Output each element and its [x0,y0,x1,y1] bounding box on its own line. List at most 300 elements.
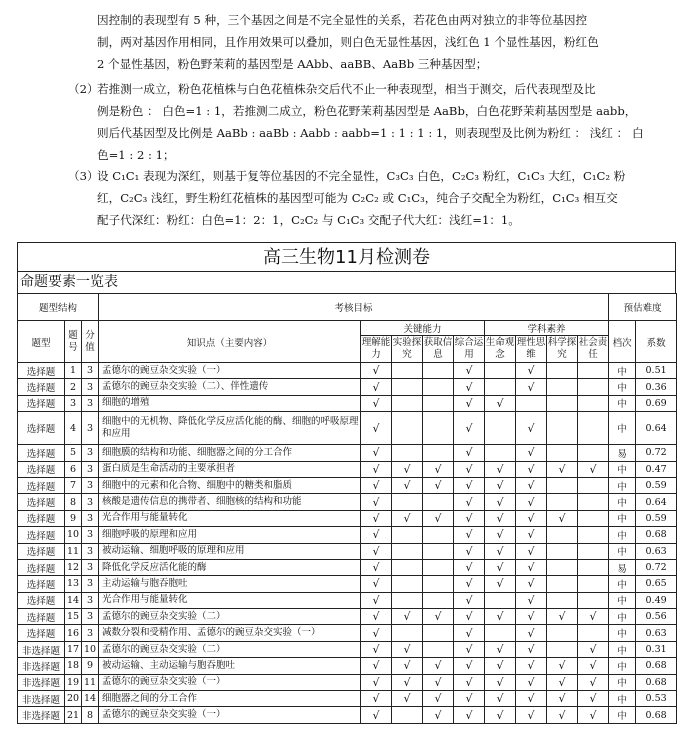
check-mark-icon: √ [589,610,597,624]
knowledge-point: 光合作用与能量转化 [99,592,361,608]
check-cell [578,592,609,608]
knowledge-point: 细胞中的元素和化合物、细胞中的糖类和脂质 [99,477,361,493]
question-number: 6 [65,461,82,477]
check-cell [485,559,516,575]
difficulty-level: 中 [609,395,636,411]
check-cell [454,363,485,379]
check-cell [423,527,454,543]
check-cell [454,674,485,690]
check-cell [361,625,392,641]
explanation-line: 设 C₁C₁ 表现为深红，则基于复等位基因的不完全显性，C₃C₃ 白色，C₂C₃ 粉红，C₁C₃ 大红，C₁C₂ 粉 [97,169,626,183]
question-number: 5 [65,445,82,461]
check-cell [361,559,392,575]
check-cell [361,691,392,707]
check-cell [392,641,423,657]
check-mark-icon: √ [589,462,597,476]
check-cell [485,494,516,510]
knowledge-point: 孟德尔的豌豆杂交实验（一） [99,674,361,690]
header-core-literacy: 学科素养 [485,321,609,336]
table-row [18,445,677,461]
check-mark-icon: √ [465,495,473,509]
check-cell [516,445,547,461]
difficulty-level: 中 [609,461,636,477]
table-row [18,494,677,510]
question-number: 1 [65,363,82,379]
difficulty-coefficient: 0.56 [636,609,677,625]
check-mark-icon: √ [434,462,442,476]
check-mark-icon: √ [527,708,535,722]
check-cell [454,543,485,559]
difficulty-level: 易 [609,445,636,461]
question-score: 3 [82,477,99,493]
check-mark-icon: √ [527,511,535,525]
question-score: 3 [82,395,99,411]
check-cell [454,691,485,707]
question-number: 14 [65,592,82,608]
check-mark-icon: √ [558,511,566,525]
explanation-line: 2 个显性基因，粉色野茉莉的基因型是 AAbb、aaBB、AaBb 三种基因型； [97,57,488,71]
check-cell [578,510,609,526]
header-ability-understanding: 理解能力 [361,336,392,363]
check-cell [392,674,423,690]
check-mark-icon: √ [465,511,473,525]
difficulty-coefficient: 0.64 [636,412,677,445]
check-mark-icon: √ [496,692,504,706]
table-row [18,658,677,674]
table-row [18,527,677,543]
question-type: 选择题 [18,559,65,575]
check-cell [361,494,392,510]
check-cell [578,576,609,592]
check-cell [547,658,578,674]
header-type: 题型 [18,321,65,363]
check-mark-icon: √ [527,446,535,460]
check-mark-icon: √ [465,675,473,689]
check-cell [423,363,454,379]
question-type: 选择题 [18,477,65,493]
check-cell [578,477,609,493]
question-type: 选择题 [18,592,65,608]
knowledge-point: 孟德尔的豌豆杂交实验（二） [99,641,361,657]
table-row [18,691,677,707]
check-mark-icon: √ [527,462,535,476]
question-type: 选择题 [18,494,65,510]
question-type: 选择题 [18,510,65,526]
check-mark-icon: √ [527,364,535,378]
question-type: 非选择题 [18,658,65,674]
difficulty-level: 中 [609,543,636,559]
difficulty-level: 中 [609,658,636,674]
question-score: 3 [82,592,99,608]
check-mark-icon: √ [465,421,473,435]
check-mark-icon: √ [527,626,535,640]
header-difficulty: 预估难度 [609,294,677,321]
knowledge-point: 被动运输、主动运输与胞吞胞吐 [99,658,361,674]
knowledge-point: 孟德尔的豌豆杂交实验（一） [99,707,361,723]
check-cell [485,395,516,411]
check-cell [516,477,547,493]
check-mark-icon: √ [527,577,535,591]
knowledge-point: 细胞器之间的分工合作 [99,691,361,707]
header-literacy-social: 社会责任 [578,336,609,363]
check-cell [516,674,547,690]
check-cell [578,412,609,445]
check-cell [361,609,392,625]
difficulty-coefficient: 0.63 [636,543,677,559]
check-cell [361,461,392,477]
knowledge-point: 被动运输、细胞呼吸的原理和应用 [99,543,361,559]
check-cell [423,641,454,657]
question-score: 3 [82,625,99,641]
check-cell [547,576,578,592]
check-cell [361,592,392,608]
check-mark-icon: √ [527,675,535,689]
check-cell [361,477,392,493]
check-cell [423,625,454,641]
check-cell [547,691,578,707]
difficulty-level: 中 [609,691,636,707]
question-number: 10 [65,527,82,543]
check-cell [578,559,609,575]
check-mark-icon: √ [465,396,473,410]
check-cell [578,658,609,674]
check-mark-icon: √ [527,380,535,394]
check-cell [485,707,516,723]
check-cell [423,510,454,526]
check-cell [454,576,485,592]
check-mark-icon: √ [372,495,380,509]
check-cell [485,379,516,395]
difficulty-level: 中 [609,412,636,445]
check-cell [392,445,423,461]
check-cell [547,674,578,690]
check-cell [392,625,423,641]
check-cell [361,674,392,690]
check-cell [423,658,454,674]
question-type: 选择题 [18,625,65,641]
check-mark-icon: √ [465,528,473,542]
explanation-line: 则后代基因型及比例是 AaBb : aaBb : Aabb : aabb=1 : 1 : 1 : 1，则表现型及比例为粉红 ： 浅红 ： 白 [97,126,644,140]
knowledge-point: 减数分裂和受精作用、孟德尔的豌豆杂交实验（一） [99,625,361,641]
check-mark-icon: √ [434,610,442,624]
check-cell [392,477,423,493]
question-score: 3 [82,363,99,379]
knowledge-point: 光合作用与能量转化 [99,510,361,526]
check-cell [485,412,516,445]
check-mark-icon: √ [372,380,380,394]
difficulty-level: 易 [609,559,636,575]
check-cell [392,592,423,608]
check-mark-icon: √ [372,479,380,493]
question-score: 9 [82,658,99,674]
check-cell [454,510,485,526]
check-cell [578,609,609,625]
check-mark-icon: √ [465,708,473,722]
check-cell [547,477,578,493]
header-structure: 题型结构 [18,294,99,321]
check-mark-icon: √ [496,495,504,509]
question-number: 2 [65,379,82,395]
check-mark-icon: √ [372,708,380,722]
check-mark-icon: √ [527,421,535,435]
check-mark-icon: √ [434,692,442,706]
question-score: 3 [82,559,99,575]
header-number: 题号 [65,321,82,363]
check-cell [547,707,578,723]
question-score: 3 [82,543,99,559]
check-cell [547,461,578,477]
check-mark-icon: √ [465,593,473,607]
check-cell [516,494,547,510]
table-row [18,461,677,477]
question-number: 3 [65,395,82,411]
check-mark-icon: √ [527,479,535,493]
check-cell [578,527,609,543]
difficulty-coefficient: 0.49 [636,592,677,608]
check-cell [578,379,609,395]
difficulty-coefficient: 0.31 [636,641,677,657]
check-cell [485,625,516,641]
check-mark-icon: √ [527,561,535,575]
check-mark-icon: √ [465,462,473,476]
question-number: 18 [65,658,82,674]
knowledge-point: 蛋白质是生命活动的主要承担者 [99,461,361,477]
knowledge-point: 孟德尔的豌豆杂交实验（二）、伴性遗传 [99,379,361,395]
check-cell [392,559,423,575]
knowledge-point: 孟德尔的豌豆杂交实验（二） [99,609,361,625]
check-mark-icon: √ [558,692,566,706]
check-mark-icon: √ [496,511,504,525]
check-cell [516,510,547,526]
check-mark-icon: √ [403,462,411,476]
check-cell [516,576,547,592]
check-mark-icon: √ [496,396,504,410]
check-cell [454,412,485,445]
explanation-line: 配子代深红：粉红：白色=1：2：1，C₂C₂ 与 C₁C₃ 交配子代大红：浅红=1：1。 [97,213,520,227]
check-mark-icon: √ [403,479,411,493]
check-cell [516,461,547,477]
check-cell [578,641,609,657]
check-cell [578,494,609,510]
check-cell [516,625,547,641]
question-score: 3 [82,445,99,461]
table-row [18,674,677,690]
check-cell [547,609,578,625]
check-cell [423,559,454,575]
difficulty-coefficient: 0.68 [636,658,677,674]
spec-table [17,293,677,724]
check-mark-icon: √ [372,643,380,657]
check-cell [454,658,485,674]
table-row [18,592,677,608]
knowledge-point: 细胞中的无机物、降低化学反应活化能的酶、细胞的呼吸原理和应用 [99,412,361,445]
check-mark-icon: √ [558,675,566,689]
check-mark-icon: √ [465,446,473,460]
check-cell [578,395,609,411]
check-mark-icon: √ [496,643,504,657]
table-row [18,477,677,493]
check-cell [516,379,547,395]
table-row [18,625,677,641]
check-cell [423,674,454,690]
question-type: 选择题 [18,445,65,461]
explanation-line: 制，两对基因作用相同，且作用效果可以叠加，则白色无显性基因，浅红色 1 个显性基因，粉红色 [97,35,599,49]
difficulty-level: 中 [609,510,636,526]
header-literacy-reason: 理性思维 [516,336,547,363]
difficulty-coefficient: 0.59 [636,477,677,493]
check-cell [578,625,609,641]
check-mark-icon: √ [403,692,411,706]
check-mark-icon: √ [496,659,504,673]
question-type: 选择题 [18,379,65,395]
difficulty-level: 中 [609,527,636,543]
difficulty-coefficient: 0.65 [636,576,677,592]
check-cell [547,445,578,461]
check-cell [361,641,392,657]
check-cell [485,641,516,657]
check-cell [454,527,485,543]
question-score: 3 [82,609,99,625]
check-mark-icon: √ [465,610,473,624]
check-cell [485,445,516,461]
check-cell [423,395,454,411]
check-cell [392,412,423,445]
check-cell [454,461,485,477]
difficulty-coefficient: 0.53 [636,691,677,707]
check-mark-icon: √ [527,659,535,673]
check-mark-icon: √ [558,610,566,624]
difficulty-level: 中 [609,592,636,608]
check-mark-icon: √ [465,643,473,657]
question-score: 11 [82,674,99,690]
header-ability-info: 获取信息 [423,336,454,363]
check-cell [516,707,547,723]
check-mark-icon: √ [527,643,535,657]
question-number: 12 [65,559,82,575]
check-cell [485,592,516,608]
check-mark-icon: √ [465,692,473,706]
check-mark-icon: √ [403,675,411,689]
difficulty-coefficient: 0.36 [636,379,677,395]
check-cell [361,543,392,559]
check-cell [423,691,454,707]
check-cell [454,445,485,461]
difficulty-coefficient: 0.72 [636,559,677,575]
check-mark-icon: √ [372,593,380,607]
check-cell [578,363,609,379]
header-literacy-inquiry: 科学探究 [547,336,578,363]
check-mark-icon: √ [558,659,566,673]
check-mark-icon: √ [496,577,504,591]
question-number: 4 [65,412,82,445]
check-mark-icon: √ [589,708,597,722]
check-cell [547,379,578,395]
check-cell [516,641,547,657]
check-cell [485,510,516,526]
knowledge-point: 主动运输与胞吞胞吐 [99,576,361,592]
explanation-line: 例是粉色 ： 白色=1 : 1，若推测二成立，粉色花野茉莉基因型是 AaBb，白色花野茉莉基因型是 aabb， [97,104,637,118]
table-row [18,707,677,723]
question-number: 21 [65,707,82,723]
check-cell [392,576,423,592]
difficulty-level: 中 [609,609,636,625]
check-cell [547,527,578,543]
check-cell [547,363,578,379]
question-score: 8 [82,707,99,723]
question-number: 13 [65,576,82,592]
check-mark-icon: √ [558,708,566,722]
check-mark-icon: √ [403,511,411,525]
check-mark-icon: √ [527,692,535,706]
check-cell [516,609,547,625]
explanation-line: 色=1 : 2 : 1； [97,148,175,162]
check-mark-icon: √ [589,643,597,657]
question-score: 10 [82,641,99,657]
check-cell [578,674,609,690]
explanation-line: 红，C₂C₃ 浅红，野生粉红花植株的基因型可能为 C₂C₂ 或 C₁C₃，纯合子交配全为粉红，C₁C₃ 相互交 [97,191,618,205]
table-row [18,576,677,592]
check-mark-icon: √ [372,659,380,673]
check-mark-icon: √ [496,610,504,624]
table-row [18,609,677,625]
question-type: 选择题 [18,412,65,445]
difficulty-level: 中 [609,379,636,395]
check-cell [392,527,423,543]
question-type: 选择题 [18,363,65,379]
check-cell [423,445,454,461]
difficulty-coefficient: 0.59 [636,510,677,526]
check-mark-icon: √ [465,364,473,378]
check-cell [454,395,485,411]
check-cell [485,609,516,625]
question-type: 选择题 [18,609,65,625]
check-cell [392,658,423,674]
check-mark-icon: √ [496,528,504,542]
question-type: 非选择题 [18,674,65,690]
table-row [18,395,677,411]
header-level: 档次 [609,321,636,363]
knowledge-point: 细胞的增殖 [99,395,361,411]
question-number: 20 [65,691,82,707]
check-cell [516,559,547,575]
check-cell [392,379,423,395]
question-type: 非选择题 [18,691,65,707]
check-cell [516,691,547,707]
check-mark-icon: √ [434,659,442,673]
check-cell [392,609,423,625]
check-cell [423,379,454,395]
table-row [18,543,677,559]
difficulty-coefficient: 0.68 [636,707,677,723]
header-literacy-life: 生命观念 [485,336,516,363]
check-cell [423,576,454,592]
check-mark-icon: √ [372,462,380,476]
check-mark-icon: √ [403,610,411,624]
check-cell [423,477,454,493]
check-mark-icon: √ [403,659,411,673]
check-cell [516,412,547,445]
table-row [18,379,677,395]
question-score: 3 [82,461,99,477]
check-mark-icon: √ [527,544,535,558]
knowledge-point: 细胞膜的结构和功能、细胞器之间的分工合作 [99,445,361,461]
difficulty-level: 中 [609,674,636,690]
check-cell [423,543,454,559]
check-cell [392,363,423,379]
check-cell [392,510,423,526]
check-cell [423,494,454,510]
question-type: 非选择题 [18,707,65,723]
